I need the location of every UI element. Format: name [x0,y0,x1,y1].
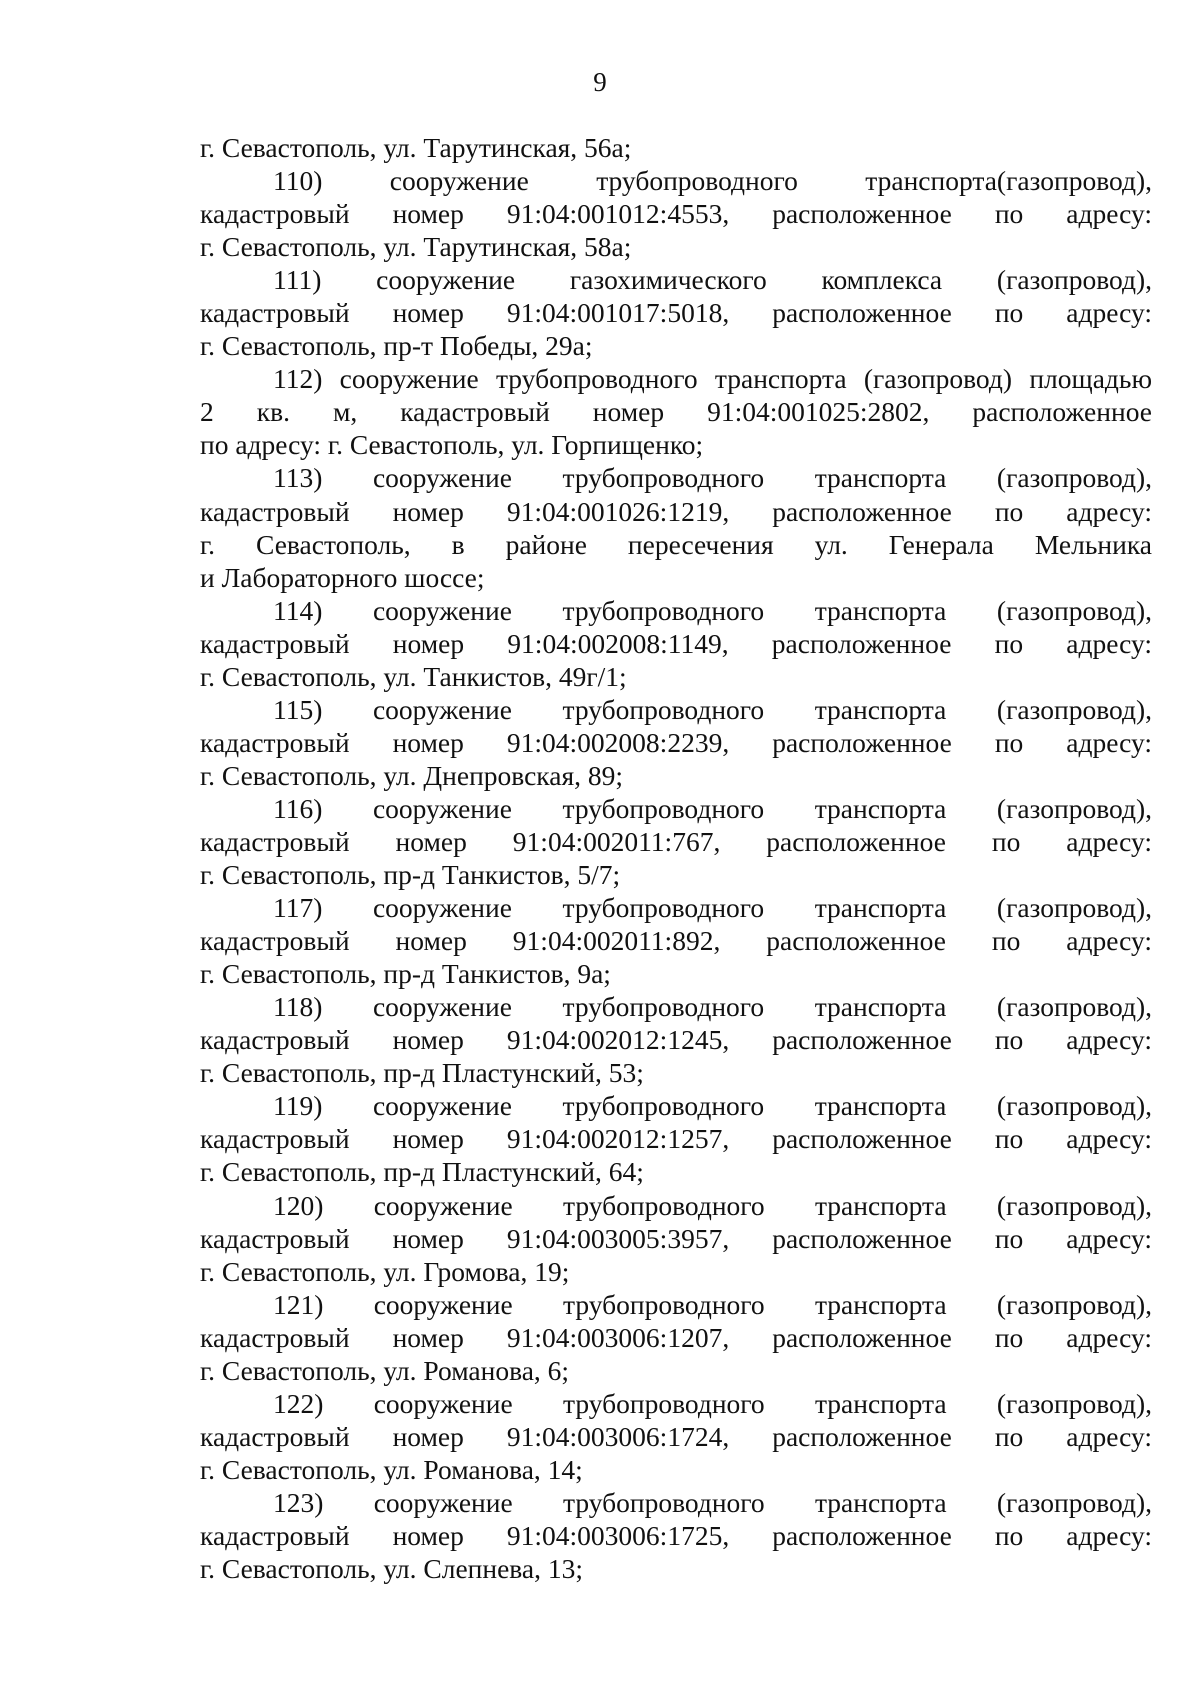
list-item-start-line: 113) сооружение трубопроводного транспорта (газопровод), [273,462,1152,494]
list-item-start-line: 123) сооружение трубопроводного транспорта (газопровод), [273,1486,1152,1518]
text-line: кадастровый номер 91:04:003006:1725, расположенное по адресу: [200,1519,1152,1551]
page-number: 9 [593,67,607,97]
text-line: 2 кв. м, кадастровый номер 91:04:001025:2802, расположенное [200,396,1152,428]
text-line: и Лабораторного шоссе; [200,561,485,593]
list-item-start-line: 122) сооружение трубопроводного транспорта (газопровод), [273,1387,1152,1419]
text-line: кадастровый номер 91:04:003006:1724, расположенное по адресу: [200,1420,1152,1452]
text-line: г. Севастополь, в районе пересечения ул. Генерала Мельника [200,528,1152,560]
text-line: кадастровый номер 91:04:002008:1149, расположенное по адресу: [200,627,1152,659]
text-line: кадастровый номер 91:04:001012:4553, расположенное по адресу: [200,198,1152,230]
list-item-start-line: 111) сооружение газохимического комплекса (газопровод), [273,264,1152,296]
text-line: г. Севастополь, пр-д Пластунский, 53; [200,1057,644,1089]
list-item-start-line: 114) сооружение трубопроводного транспорта (газопровод), [273,594,1152,626]
list-item-start-line: 110) сооружение трубопроводного транспорта(газопровод), [273,165,1152,197]
list-item-start-line: 121) сооружение трубопроводного транспорта (газопровод), [273,1288,1152,1320]
text-line: кадастровый номер 91:04:001017:5018, расположенное по адресу: [200,297,1152,329]
text-line: г. Севастополь, пр-д Пластунский, 64; [200,1156,644,1188]
text-line: г. Севастополь, пр-д Танкистов, 5/7; [200,859,621,891]
list-item-start-line: 115) сооружение трубопроводного транспорта (газопровод), [273,693,1152,725]
text-line: г. Севастополь, ул. Слепнева, 13; [200,1553,584,1585]
text-line: г. Севастополь, ул. Романова, 14; [200,1453,583,1485]
text-line: г. Севастополь, пр-д Танкистов, 9а; [200,958,611,990]
text-line: кадастровый номер 91:04:002008:2239, расположенное по адресу: [200,726,1152,758]
text-line: г. Севастополь, пр-т Победы, 29а; [200,330,593,362]
list-item-start-line: 120) сооружение трубопроводного транспорта (газопровод), [273,1189,1152,1221]
text-line: г. Севастополь, ул. Тарутинская, 56а; [200,132,632,163]
text-line: г. Севастополь, ул. Днепровская, 89; [200,759,624,791]
list-item-start-line: 116) сооружение трубопроводного транспорта (газопровод), [273,792,1152,824]
text-line: г. Севастополь, ул. Громова, 19; [200,1255,570,1287]
document-body [200,131,1152,1585]
text-line: кадастровый номер 91:04:002012:1257, расположенное по адресу: [200,1123,1152,1155]
list-item-start-line: 112) сооружение трубопроводного транспорта (газопровод) площадью [273,363,1152,395]
text-line: г. Севастополь, ул. Романова, 6; [200,1354,570,1386]
list-item-start-line: 117) сооружение трубопроводного транспорта (газопровод), [273,892,1152,924]
text-line: кадастровый номер 91:04:001026:1219, расположенное по адресу: [200,495,1152,527]
text-line: кадастровый номер 91:04:002011:892, расположенное по адресу: [200,925,1152,957]
text-line: г. Севастополь, ул. Тарутинская, 58а; [200,231,632,263]
text-line: по адресу: г. Севастополь, ул. Горпищенко; [200,429,704,461]
list-item-start-line: 118) сооружение трубопроводного транспорта (газопровод), [273,991,1152,1023]
text-line: кадастровый номер 91:04:003006:1207, расположенное по адресу: [200,1321,1152,1353]
text-line: кадастровый номер 91:04:003005:3957, расположенное по адресу: [200,1222,1152,1254]
text-line: кадастровый номер 91:04:002011:767, расположенное по адресу: [200,825,1152,857]
list-item-start-line: 119) сооружение трубопроводного транспорта (газопровод), [273,1090,1152,1122]
text-line: кадастровый номер 91:04:002012:1245, расположенное по адресу: [200,1024,1152,1056]
text-line: г. Севастополь, ул. Танкистов, 49г/1; [200,660,627,692]
